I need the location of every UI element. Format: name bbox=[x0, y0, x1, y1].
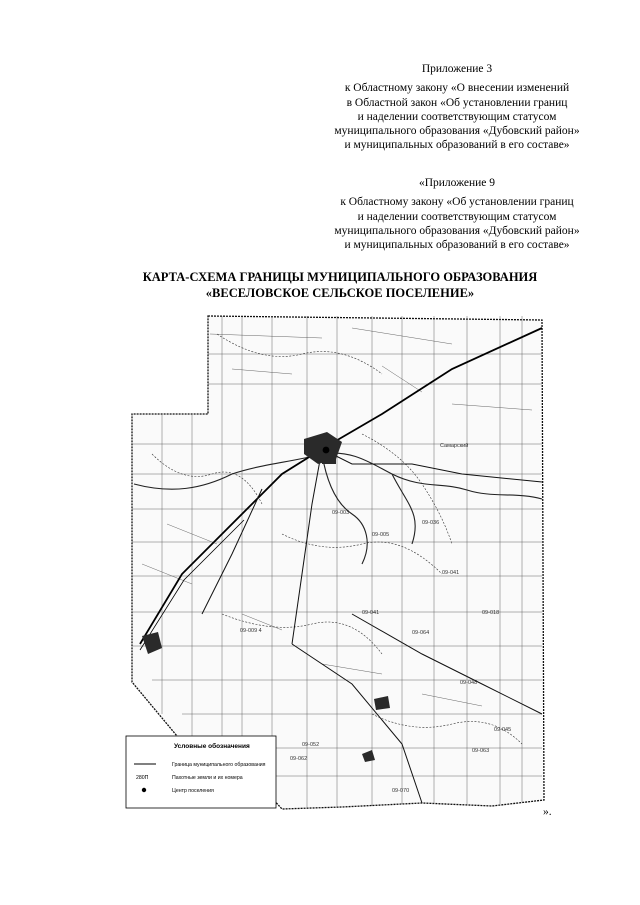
legend-code-symbol: 280П bbox=[136, 775, 149, 781]
parcel-label: 09-036 bbox=[422, 520, 440, 526]
appendix-9-line: к Областному закону «Об установлении границ bbox=[340, 196, 574, 209]
legend-item-arable: Пахотные земли и их номера bbox=[172, 775, 243, 781]
appendix-3-line: и наделении соответствующим статусом bbox=[357, 110, 557, 123]
parcel-label: 09-064 bbox=[412, 630, 430, 636]
parcel-label: 09-048 bbox=[460, 680, 478, 686]
appendix-3-header bbox=[332, 62, 582, 153]
parcel-label: 09-003 bbox=[332, 510, 350, 516]
parcel-label: 09-009 4 bbox=[240, 628, 262, 634]
appendix-3-line: в Областной закон «Об установлении границ bbox=[346, 96, 568, 109]
settlement-boundary-map bbox=[122, 314, 546, 816]
map-title bbox=[60, 269, 620, 301]
parcel-label: 09-052 bbox=[302, 742, 320, 748]
legend-item-centre: Центр поселения bbox=[172, 788, 214, 794]
appendix-9-line: и муниципальных образований в его составе» bbox=[344, 239, 570, 252]
appendix-9-heading: «Приложение 9 bbox=[418, 177, 496, 189]
map-title-line-1: КАРТА-СХЕМА ГРАНИЦЫ МУНИЦИПАЛЬНОГО ОБРАЗОВАНИЯ bbox=[142, 270, 538, 284]
appendix-3-line: к Областному закону «О внесении изменений bbox=[344, 82, 570, 95]
appendix-9-header bbox=[332, 176, 582, 252]
parcel-label: 09-062 bbox=[290, 756, 308, 762]
closing-mark: ». bbox=[543, 806, 552, 818]
place-label: Самарский bbox=[440, 443, 469, 449]
map-title-line-2: «ВЕСЕЛОВСКОЕ СЕЛЬСКОЕ ПОСЕЛЕНИЕ» bbox=[205, 286, 475, 300]
legend-item-boundary: Граница муниципального образования bbox=[172, 762, 266, 768]
appendix-3-heading: Приложение 3 bbox=[421, 63, 493, 75]
parcel-label: 09-070 bbox=[392, 788, 410, 794]
parcel-label: 09-041 bbox=[362, 610, 380, 616]
parcel-label: 09-063 bbox=[472, 748, 490, 754]
appendix-9-line: и наделении соответствующим статусом bbox=[357, 210, 557, 223]
parcel-label: 09-041 bbox=[442, 570, 460, 576]
appendix-9-line: муниципального образования «Дубовский район» bbox=[334, 224, 580, 237]
appendix-3-line: муниципального образования «Дубовский район» bbox=[334, 125, 580, 138]
parcel-label: 09-045 bbox=[494, 727, 512, 733]
parcel-label: 09-005 bbox=[372, 532, 390, 538]
map-legend bbox=[126, 736, 276, 808]
legend-title: Условные обозначения bbox=[174, 743, 250, 750]
parcel-label: 09-018 bbox=[482, 610, 500, 616]
legend-centre-symbol bbox=[142, 788, 146, 792]
settlement-centre-marker bbox=[323, 447, 330, 454]
appendix-3-line: и муниципальных образований в его составе» bbox=[344, 139, 570, 152]
